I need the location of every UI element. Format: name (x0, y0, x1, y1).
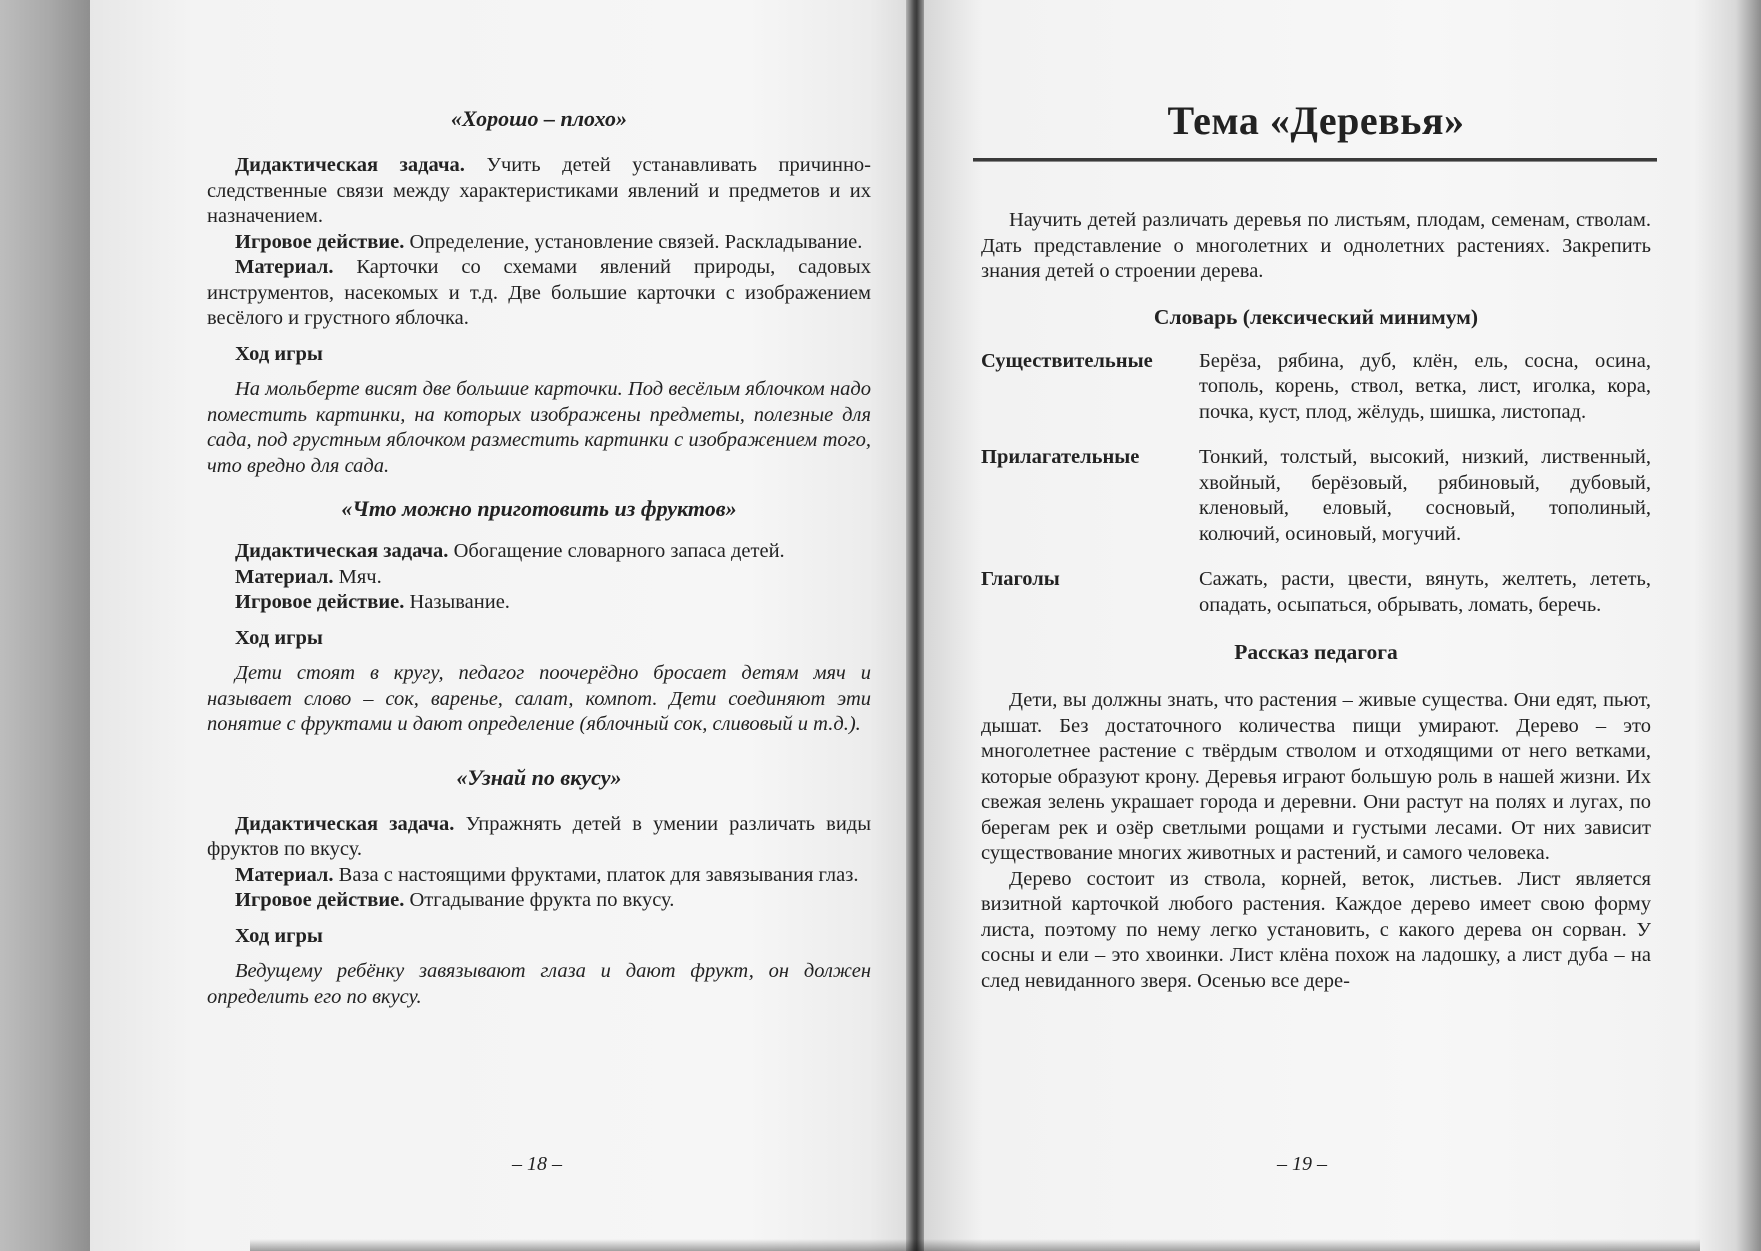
page-bottom-shadow (250, 1239, 1700, 1251)
game2-material-label: Материал. (235, 565, 334, 588)
vocab-term: Глаголы (981, 568, 1060, 590)
page-left-column (207, 105, 871, 1010)
game2-task-label: Дидактическая задача. (235, 540, 449, 562)
vocab-term: Прилагательные (981, 446, 1140, 468)
game-title-good-bad: «Хорошо – плохо» (450, 106, 628, 131)
game2-material-text: Мяч. (333, 565, 382, 588)
game3-action (207, 888, 871, 914)
page-number-right: – 19 – (1277, 1153, 1327, 1175)
game3-action-text: Отгадывание фрукта по вкусу. (404, 889, 675, 911)
game2-course-heading: Ход игры (235, 626, 323, 649)
story-paragraph-1: Дети, вы должны знать, что растения – живые существа. Они едят, пьют, дышат. Без достаточного количества пищи умирают. Дерево – это многолетнее растение с твёрдым стволом и отходящими от него ветками, которые образуют крону. Деревья играют большую роль в нашей жизни. Их свежая зелень украшает города и деревни. Они растут на полях и лугах, по берегам рек и озёр светлыми рощами и густыми лесами. От них зависит существование многих животных и растений, и самого человека. (981, 689, 1651, 864)
game3-task-label: Дидактическая задача. (235, 812, 455, 835)
game2-task (207, 539, 871, 565)
vocab-row-verbs (981, 567, 1651, 618)
theme-intro: Научить детей различать деревья по листьям, плодам, семенам, стволам. Дать представление о многолетних и однолетних растениях. Закрепить знания детей о строении дерева. (981, 209, 1651, 282)
game1-task-text: Учить детей устанавливать причинно-следственные связи между характеристиками явлений и предметов и их назначением. (207, 154, 871, 227)
vocab-heading: Словарь (лексический минимум) (1153, 304, 1479, 329)
vocab-row-adjectives (981, 445, 1651, 547)
game1-course-heading: Ход игры (235, 342, 323, 365)
vocab-term: Существительные (981, 349, 1153, 372)
story-paragraph-2: Дерево состоит из ствола, корней, веток, листьев. Лист является визитной карточкой любого растения. Каждое дерево имеет свою форму листа, поэтому по нему легко установить, с какого дерева он сорван. У сосны и ели – это хвоинки. Лист клёна похож на ладошку, а лист дуба – на след невиданного зверя. Осенью все дере- (981, 867, 1651, 992)
game1-task (207, 153, 871, 230)
story-heading: Рассказ педагога (1234, 640, 1398, 664)
game1-action-text: Определение, установление связей. Раскладывание. (404, 230, 863, 253)
game2-action-label: Игровое действие. (235, 591, 405, 613)
game1-action (207, 230, 871, 256)
game-title-taste: «Узнай по вкусу» (456, 764, 622, 790)
theme-title: Тема «Деревья» (1167, 98, 1465, 143)
page-left (90, 0, 910, 1251)
vocab-words: Тонкий, толстый, высокий, низкий, лиственный, хвойный, берёзовый, рябиновый, дубовый, кленовый, еловый, сосновый, тополиный, колючий, осиновый, могучий. (1199, 446, 1651, 545)
game3-task-text: Упражнять детей в умении различать виды фруктов по вкусу. (207, 812, 871, 860)
game1-action-label: Игровое действие. (235, 230, 405, 253)
game1-material-label: Материал. (235, 256, 334, 278)
page-number-left: – 18 – (512, 1153, 562, 1175)
vocab-words: Берёза, рябина, дуб, клён, ель, сосна, осина, тополь, корень, ствол, ветка, лист, иголка, кора, почка, куст, плод, жёлудь, шишка, листопад. (1199, 349, 1651, 423)
game2-material (207, 565, 871, 591)
game3-task (207, 812, 871, 863)
game2-action (207, 590, 871, 616)
game3-course-text: Ведущему ребёнку завязывают глаза и дают фрукт, он должен определить его по вкусу. (207, 960, 871, 1008)
vocab-words: Сажать, расти, цвести, вянуть, желтеть, лететь, опадать, осыпаться, обрывать, ломать, беречь. (1199, 568, 1651, 616)
game3-course-heading: Ход игры (235, 924, 323, 947)
page-right-column (981, 98, 1651, 994)
page-right (924, 0, 1761, 1251)
game2-action-text: Называние. (404, 591, 510, 613)
game3-action-label: Игровое действие. (235, 889, 405, 911)
game1-material-text: Карточки со схемами явлений природы, садовых инструментов, насекомых и т.д. Две большие карточки с изображением весёлого и грустного яблочка. (207, 256, 871, 329)
game3-material (207, 863, 871, 889)
game1-material (207, 255, 871, 332)
game2-course-text: Дети стоят в кругу, педагог поочерёдно бросает детям мяч и называет слово – сок, варенье, салат, компот. Дети соединяют эти понятие с фруктами и дают определение (яблочный сок, сливовый и т.д.). (207, 662, 871, 735)
game1-task-label: Дидактическая задача. (235, 154, 465, 176)
scan-edge-left (0, 0, 90, 1251)
vocab-row-nouns (981, 349, 1651, 426)
game-title-fruits: «Что можно приготовить из фруктов» (341, 496, 737, 521)
game1-course-text: На мольберте висят две большие карточки. Под весёлым яблочком надо поместить картинки, на которых изображены предметы, полезные для сада, под грустным яблочком разместить картинки с изображением того, что вредно для сада. (207, 378, 871, 477)
game3-material-text: Ваза с настоящими фруктами, платок для завязывания глаз. (333, 863, 859, 886)
game3-material-label: Материал. (235, 863, 334, 886)
game2-task-text: Обогащение словарного запаса детей. (448, 540, 785, 562)
book-spine (906, 0, 924, 1251)
